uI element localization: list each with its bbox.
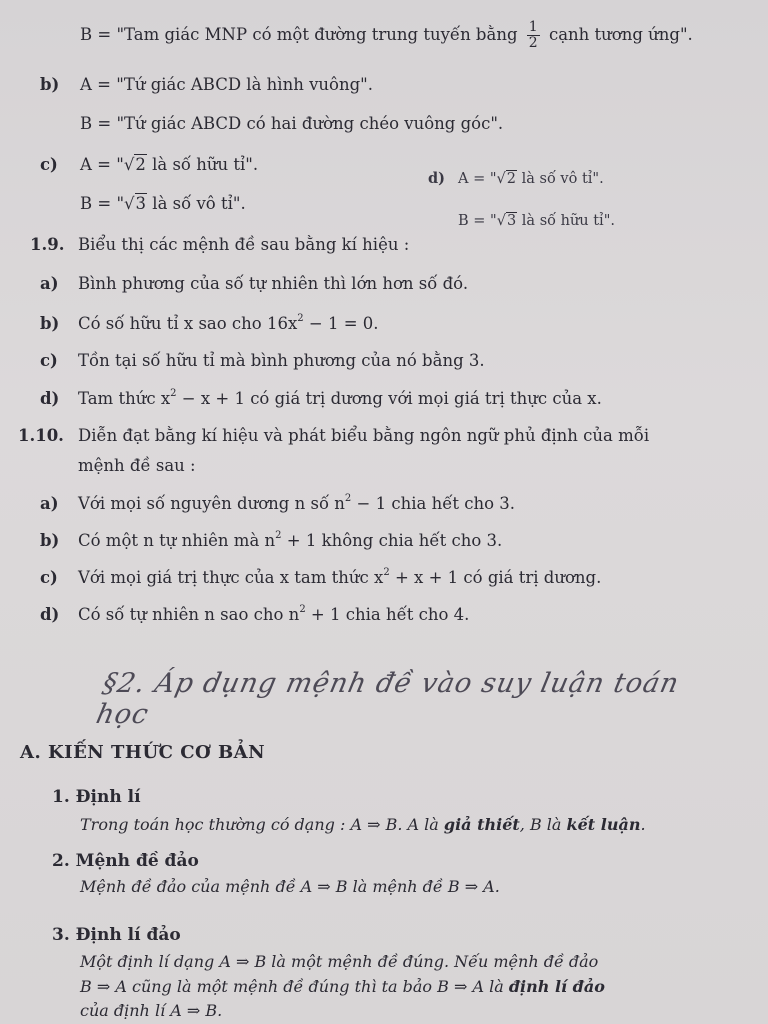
s3-title: 3. Định lí đảo bbox=[52, 925, 181, 945]
section-title: §2. Áp dụng mệnh đề vào suy luận toán học bbox=[93, 668, 683, 730]
d-B-post: là số hữu tỉ". bbox=[517, 213, 615, 229]
s1-text bbox=[80, 815, 646, 834]
ex110-title-2 bbox=[78, 455, 196, 477]
item-label: d) bbox=[40, 605, 60, 624]
frac-den: 2 bbox=[528, 35, 538, 51]
ex19-c bbox=[40, 350, 485, 372]
item-text-2: + 1 không chia hết cho 3. bbox=[281, 531, 503, 550]
s1-text-3: . bbox=[640, 815, 646, 834]
exercise-title-line1: Diễn đạt bằng kí hiệu và phát biểu bằng ngôn ngữ phủ định của mỗi bbox=[78, 426, 650, 445]
item-text-2: + x + 1 có giá trị dương. bbox=[389, 568, 602, 587]
ex18-a-B-text: B = "Tam giác MNP có một đường trung tuyến bằng bbox=[80, 25, 518, 44]
radicand: 3 bbox=[135, 194, 147, 213]
item-text: Tồn tại số hữu tỉ mà bình phương của nó bằng 3. bbox=[78, 351, 485, 370]
s3-line1: Một định lí dạng A ⇒ B là một mệnh đề đúng. Nếu mệnh đề đảo bbox=[80, 952, 599, 971]
s2-title: 2. Mệnh đề đảo bbox=[52, 851, 199, 871]
ex110-c bbox=[40, 567, 601, 589]
s1-title: 1. Định lí bbox=[52, 787, 141, 807]
item-label: d) bbox=[40, 389, 60, 408]
sqrt-symbol: √2 bbox=[496, 171, 516, 187]
ex18-a-B-end: cạnh tương ứng". bbox=[548, 25, 693, 44]
part-a-heading: A. KIẾN THỨC CƠ BẢN bbox=[20, 742, 266, 763]
d-A-pre: A = " bbox=[458, 171, 497, 187]
item-label: c) bbox=[40, 155, 58, 174]
item-text: Với mọi số nguyên dương n số n bbox=[78, 494, 345, 513]
ex18-b-A bbox=[40, 74, 373, 96]
exercise-number: 1.9. bbox=[30, 235, 65, 254]
exponent: 2 bbox=[297, 313, 304, 324]
exercise-title-line2: mệnh đề sau : bbox=[78, 456, 196, 475]
term-converse-theorem: định lí đảo bbox=[508, 977, 605, 996]
term-conclusion: kết luận bbox=[566, 815, 641, 834]
d-A-post: là số vô tỉ". bbox=[517, 171, 604, 187]
s1-text-2: , B là bbox=[519, 815, 567, 834]
item-label: a) bbox=[40, 274, 59, 293]
s2-text: Mệnh đề đảo của mệnh đề A ⇒ B là mệnh đề B ⇒ A. bbox=[80, 877, 500, 896]
item-text: Bình phương của số tự nhiên thì lớn hơn số đó. bbox=[78, 274, 469, 293]
ex18-b-B bbox=[80, 113, 503, 135]
item-label: d) bbox=[428, 170, 445, 187]
c-B-pre: B = " bbox=[80, 194, 125, 213]
exponent: 2 bbox=[170, 388, 177, 399]
s3-line3: của định lí A ⇒ B. bbox=[80, 1001, 223, 1020]
item-text: Có một n tự nhiên mà n bbox=[78, 531, 276, 550]
frac-num: 1 bbox=[528, 19, 538, 35]
ex19-b bbox=[40, 313, 379, 335]
sqrt-symbol: √3 bbox=[496, 213, 517, 229]
ex19-a bbox=[40, 273, 468, 295]
ex110-title bbox=[18, 425, 649, 447]
item-label: a) bbox=[40, 494, 59, 513]
sqrt-symbol: √3 bbox=[124, 194, 147, 213]
c-A-pre: A = " bbox=[80, 155, 124, 174]
c-B-post: là số vô tỉ". bbox=[147, 194, 246, 213]
item-label: b) bbox=[40, 314, 60, 333]
ex110-b bbox=[40, 530, 502, 552]
ex18-c-A bbox=[40, 154, 258, 176]
s1-text-1: Trong toán học thường có dạng : A ⇒ B. A là bbox=[80, 815, 444, 834]
item-label: b) bbox=[40, 531, 60, 550]
item-text-2: − 1 = 0. bbox=[303, 314, 379, 333]
exponent: 2 bbox=[344, 493, 352, 504]
item-label: c) bbox=[40, 568, 58, 587]
item-text-2: − x + 1 có giá trị dương với mọi giá trị thực của x. bbox=[176, 389, 602, 408]
radicand: 2 bbox=[135, 155, 146, 174]
ex18-a-B bbox=[80, 20, 693, 51]
item-text: Có số tự nhiên n sao cho n bbox=[78, 605, 300, 624]
item-text-2: − 1 chia hết cho 3. bbox=[351, 494, 516, 513]
c-A-post: là số hữu tỉ". bbox=[146, 155, 259, 174]
s3-line2-text: B ⇒ A cũng là một mệnh đề đúng thì ta bảo B ⇒ A là bbox=[80, 977, 509, 996]
exponent: 2 bbox=[275, 530, 282, 541]
ex18-d-B bbox=[458, 210, 615, 232]
exponent: 2 bbox=[299, 604, 306, 615]
ex18-b-A-text: A = "Tứ giác ABCD là hình vuông". bbox=[80, 75, 373, 94]
ex19-d bbox=[40, 388, 602, 410]
item-text: Với mọi giá trị thực của x tam thức x bbox=[78, 568, 384, 587]
radicand: 3 bbox=[506, 213, 517, 229]
item-label: c) bbox=[40, 351, 58, 370]
ex110-d bbox=[40, 604, 469, 626]
item-text: Tam thức x bbox=[78, 389, 171, 408]
fraction-one-half bbox=[527, 20, 540, 51]
ex18-c-B bbox=[80, 193, 246, 215]
ex19-title bbox=[30, 234, 409, 256]
ex18-b-B-text: B = "Tứ giác ABCD có hai đường chéo vuông góc". bbox=[80, 114, 504, 133]
item-text: Có số hữu tỉ x sao cho 16x bbox=[78, 314, 298, 333]
item-label: b) bbox=[40, 75, 60, 94]
exponent: 2 bbox=[383, 567, 390, 578]
term-hypothesis: giả thiết bbox=[443, 815, 520, 834]
d-B-pre: B = " bbox=[458, 213, 497, 229]
sqrt-symbol: √2 bbox=[123, 155, 146, 174]
exercise-title: Biểu thị các mệnh đề sau bằng kí hiệu : bbox=[78, 235, 410, 254]
s3-line2 bbox=[80, 977, 605, 996]
item-text-2: + 1 chia hết cho 4. bbox=[305, 605, 470, 624]
exercise-number: 1.10. bbox=[18, 426, 64, 445]
radicand: 2 bbox=[506, 171, 516, 187]
ex18-d-A bbox=[428, 168, 604, 190]
ex110-a bbox=[40, 493, 515, 515]
